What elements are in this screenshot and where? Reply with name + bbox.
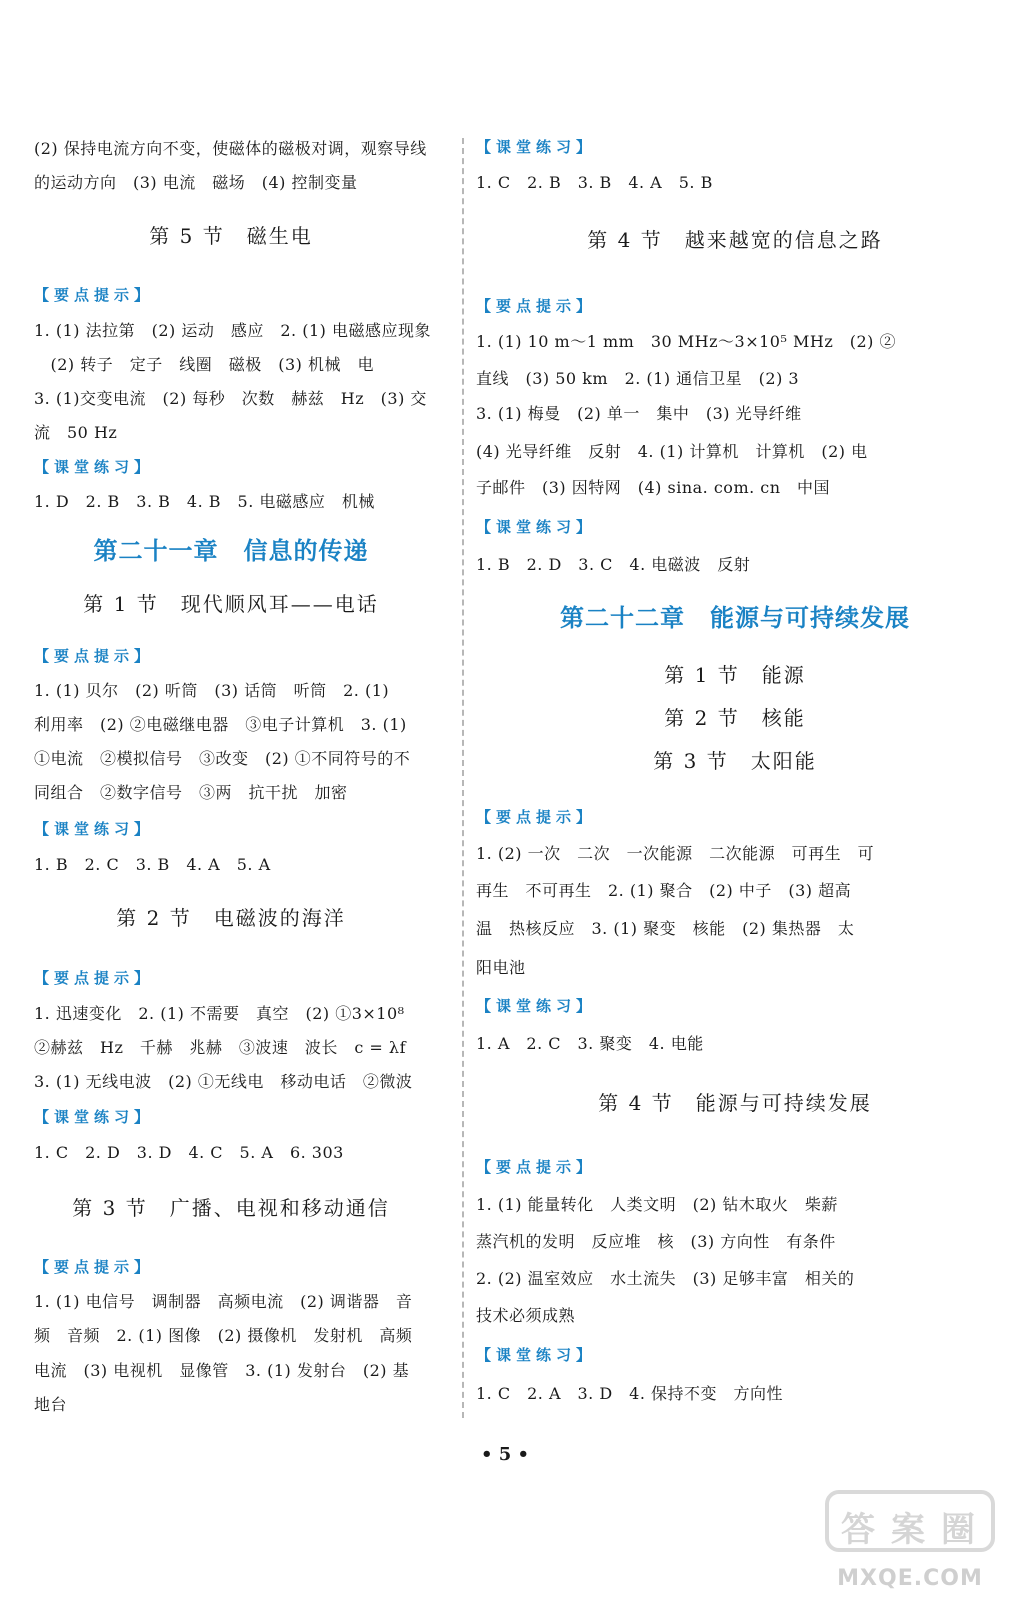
text-line: 1. B 2. D 3. C 4. 电磁波 反射	[476, 555, 751, 574]
section-title: 第 1 节 现代顺风耳——电话	[83, 592, 379, 616]
section-tag: 【要点提示】	[34, 1258, 155, 1276]
section-tag: 【要点提示】	[476, 808, 597, 826]
text-line: 1. (1) 法拉第 (2) 运动 感应 2. (1) 电磁感应现象	[34, 321, 431, 340]
text-line: 流 50 Hz	[34, 423, 118, 442]
text-line: (2) 转子 定子 线圈 磁极 (3) 机械 电	[34, 355, 375, 374]
text-line: 直线 (3) 50 km 2. (1) 通信卫星 (2) 3	[476, 369, 800, 388]
section-tag: 【要点提示】	[34, 647, 155, 665]
text-line: 温 热核反应 3. (1) 聚变 核能 (2) 集热器 太	[476, 919, 855, 938]
section-tag: 【课堂练习】	[476, 138, 597, 156]
text-line: 1. (1) 10 m～1 mm 30 MHz～3×10⁵ MHz (2) ②	[476, 332, 897, 351]
chapter-title: 第二十一章 信息的传递	[93, 537, 369, 565]
text-line: 的运动方向 (3) 电流 磁场 (4) 控制变量	[34, 173, 358, 192]
text-line: 1. C 2. D 3. D 4. C 5. A 6. 303	[34, 1143, 344, 1162]
text-line: (4) 光导纤维 反射 4. (1) 计算机 计算机 (2) 电	[476, 442, 868, 461]
section-tag: 【要点提示】	[476, 297, 597, 315]
text-line: 利用率 (2) ②电磁继电器 ③电子计算机 3. (1)	[34, 715, 407, 734]
text-line: (2) 保持电流方向不变，使磁体的磁极对调，观察导线	[34, 139, 427, 158]
text-line: 频 音频 2. (1) 图像 (2) 摄像机 发射机 高频	[34, 1326, 413, 1345]
text-line: 阳电池	[476, 958, 526, 977]
section-tag: 【课堂练习】	[34, 820, 155, 838]
text-line: 1. (2) 一次 二次 一次能源 二次能源 可再生 可	[476, 844, 875, 863]
chapter-title: 第二十二章 能源与可持续发展	[560, 604, 910, 632]
text-line: 3. (1)交变电流 (2) 每秒 次数 赫兹 Hz (3) 交	[34, 389, 427, 408]
section-tag: 【课堂练习】	[34, 1108, 155, 1126]
text-line: 1. A 2. C 3. 聚变 4. 电能	[476, 1034, 704, 1053]
text-line: 子邮件 (3) 因特网 (4) sina. com. cn 中国	[476, 478, 831, 497]
section-title: 第 3 节 太阳能	[653, 749, 817, 773]
section-tag: 【要点提示】	[476, 1158, 597, 1176]
section-tag: 【课堂练习】	[476, 518, 597, 536]
text-line: 1. C 2. A 3. D 4. 保持不变 方向性	[476, 1384, 784, 1403]
section-title: 第 5 节 磁生电	[149, 224, 313, 248]
section-title: 第 4 节 越来越宽的信息之路	[587, 228, 883, 252]
section-title: 第 3 节 广播、电视和移动通信	[72, 1196, 390, 1220]
section-title: 第 4 节 能源与可持续发展	[598, 1091, 872, 1115]
column-divider	[462, 138, 464, 1418]
text-line: 再生 不可再生 2. (1) 聚合 (2) 中子 (3) 超高	[476, 881, 852, 900]
text-line: 技术必须成熟	[476, 1306, 576, 1325]
page-number: • 5 •	[480, 1444, 530, 1465]
text-line: 1. C 2. B 3. B 4. A 5. B	[476, 173, 713, 192]
text-line: 1. B 2. C 3. B 4. A 5. A	[34, 855, 271, 874]
text-line: 地台	[34, 1395, 68, 1414]
text-line: 1. (1) 贝尔 (2) 听筒 (3) 话筒 听筒 2. (1)	[34, 681, 390, 700]
text-line: ①电流 ②模拟信号 ③改变 (2) ①不同符号的不	[34, 749, 411, 768]
section-tag: 【要点提示】	[34, 969, 155, 987]
section-title: 第 2 节 电磁波的海洋	[116, 906, 346, 930]
section-tag: 【课堂练习】	[476, 1346, 597, 1364]
section-tag: 【课堂练习】	[476, 997, 597, 1015]
section-title: 第 1 节 能源	[664, 663, 806, 687]
section-title: 第 2 节 核能	[664, 706, 806, 730]
watermark	[815, 1490, 1005, 1595]
watermark-site: MXQE.COM	[837, 1566, 983, 1591]
text-line: 1. (1) 电信号 调制器 高频电流 (2) 调谐器 音	[34, 1292, 413, 1311]
text-line: 2. (2) 温室效应 水土流失 (3) 足够丰富 相关的	[476, 1269, 855, 1288]
text-line: 3. (1) 无线电波 (2) ①无线电 移动电话 ②微波	[34, 1072, 413, 1091]
text-line: 同组合 ②数字信号 ③两 抗干扰 加密	[34, 783, 348, 802]
text-line: 电流 (3) 电视机 显像管 3. (1) 发射台 (2) 基	[34, 1361, 410, 1380]
text-line: 1. D 2. B 3. B 4. B 5. 电磁感应 机械	[34, 492, 375, 511]
text-line: 3. (1) 梅曼 (2) 单一 集中 (3) 光导纤维	[476, 404, 802, 423]
text-line: ②赫兹 Hz 千赫 兆赫 ③波速 波长 c = λf	[34, 1038, 406, 1057]
watermark-char: 答	[841, 1510, 875, 1550]
text-line: 1. 迅速变化 2. (1) 不需要 真空 (2) ①3×10⁸	[34, 1004, 405, 1023]
section-tag: 【要点提示】	[34, 286, 155, 304]
watermark-char: 案	[891, 1510, 925, 1550]
watermark-char: 圈	[941, 1510, 975, 1550]
watermark-logo	[825, 1490, 995, 1552]
section-tag: 【课堂练习】	[34, 458, 155, 476]
text-line: 蒸汽机的发明 反应堆 核 (3) 方向性 有条件	[476, 1232, 836, 1251]
text-line: 1. (1) 能量转化 人类文明 (2) 钻木取火 柴薪	[476, 1195, 838, 1214]
